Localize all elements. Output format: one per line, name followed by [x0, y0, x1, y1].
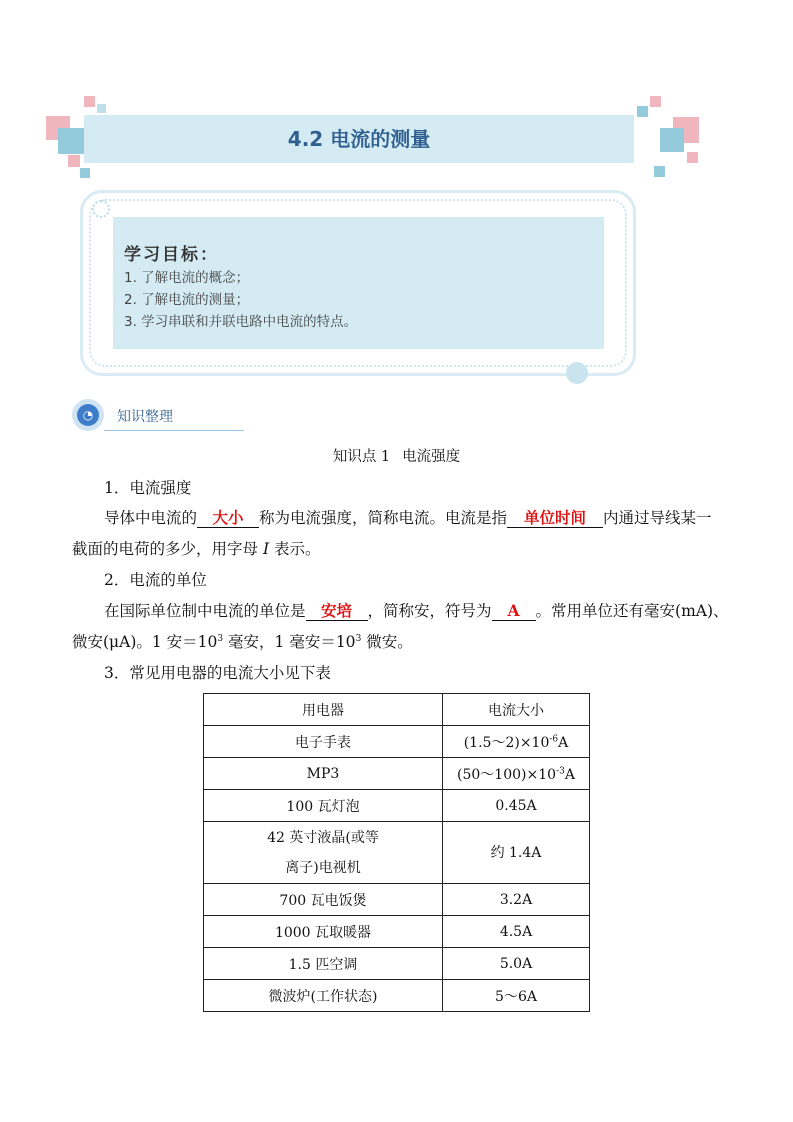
goal-item: 1. 了解电流的概念； — [124, 270, 250, 286]
table-row: 42 英寸液晶(或等 离子)电视机 约 1.4A — [204, 822, 590, 884]
section-underline — [104, 430, 244, 431]
decor-square — [68, 155, 80, 167]
decor-square — [654, 166, 665, 177]
answer-blank: 单位时间 — [507, 509, 603, 528]
heading-current-table: 3．常见用电器的电流大小见下表 — [104, 664, 331, 682]
table-row: 1.5 匹空调 5.0A — [204, 948, 590, 980]
table-header-cell: 电流大小 — [443, 694, 590, 726]
title-banner — [84, 115, 634, 163]
paragraph-line: 在国际单位制中电流的单位是 安培 ，简称安，符号为 A 。常用单位还有毫安(mA)、 — [104, 601, 729, 620]
table-header-row — [204, 694, 590, 726]
section-label: 知识整理 — [117, 409, 173, 425]
decor-square — [687, 152, 698, 163]
pie-chart-icon: ◔ — [72, 399, 104, 431]
decor-square — [97, 104, 106, 113]
paragraph-line: 导体中电流的 大小 称为电流强度，简称电流。电流是指 单位时间 内通过导线某一 — [104, 508, 712, 527]
table-row: 电子手表 $(1.5\sim 2)\times 10^{-6}A$ — [204, 726, 590, 758]
decor-square — [84, 96, 95, 107]
decor-square — [660, 128, 684, 152]
bar-chart-icon — [566, 362, 588, 384]
answer-blank: 安培 — [306, 602, 368, 621]
decor-square — [650, 96, 661, 107]
answer-blank: 大小 — [197, 509, 259, 528]
decor-square — [637, 106, 648, 117]
table-row: 1000 瓦取暖器 4.5A — [204, 916, 590, 948]
table-row: 700 瓦电饭煲 3.2A — [204, 884, 590, 916]
gear-icon — [92, 200, 110, 218]
answer-blank: A — [492, 602, 536, 621]
page-title: 4.2 电流的测量 — [287, 127, 431, 151]
table-row: MP3 $(50\sim 100)\times 10^{-3}A$ — [204, 758, 590, 790]
decor-square — [58, 128, 84, 154]
heading-current-strength: 1．电流强度 — [104, 479, 192, 497]
paragraph-line: 微安(μA)。1 安$=10^3$ 毫安，1 毫安$=10^3$ 微安。 — [72, 633, 413, 651]
decor-square — [80, 168, 90, 178]
table-header-cell: 用电器 — [204, 694, 443, 726]
goal-item: 3. 学习串联和并联电路中电流的特点。 — [124, 314, 358, 330]
table-row: 100 瓦灯泡 0.45A — [204, 790, 590, 822]
heading-current-unit: 2．电流的单位 — [104, 571, 207, 589]
goals-title: 学习目标： — [124, 245, 219, 265]
goal-item: 2. 了解电流的测量； — [124, 292, 250, 308]
knowledge-point-heading: 知识点 1 电流强度 — [332, 449, 461, 465]
appliance-current-table — [203, 693, 590, 1012]
table-row: 微波炉(工作状态) 5～6A — [204, 980, 590, 1012]
paragraph-line: 截面的电荷的多少，用字母 I 表示。 — [72, 540, 321, 558]
